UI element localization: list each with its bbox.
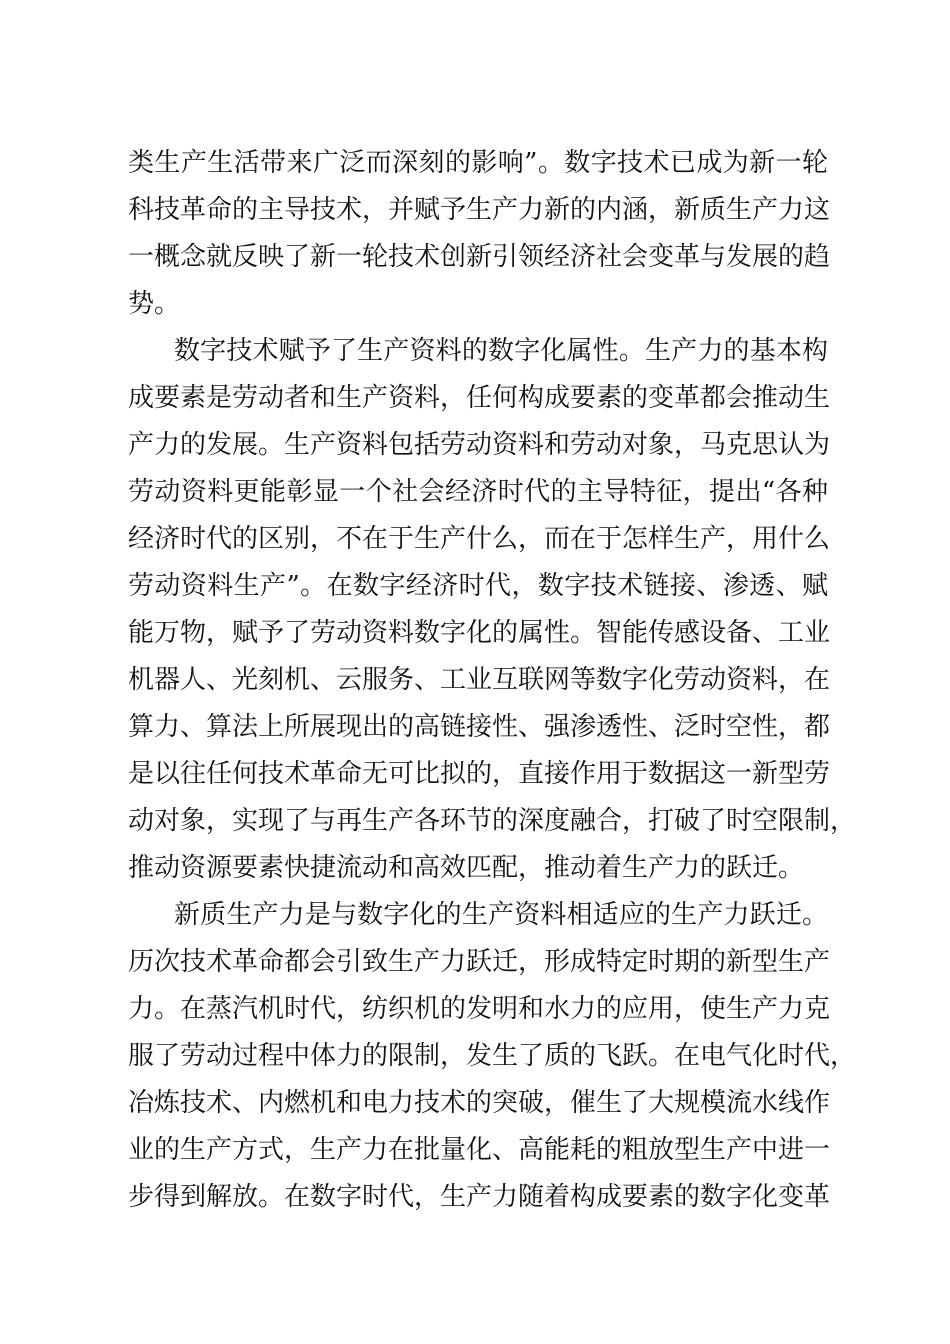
text-line: 算力、算法上所展现出的高链接性、强渗透性、泛时空性，都 (128, 712, 831, 742)
text-line: 产力的发展。生产资料包括劳动资料和劳动对象，马克思认为 (128, 430, 831, 460)
text-line: 业的生产方式，生产力在批量化、高能耗的粗放型生产中进一 (128, 1135, 831, 1165)
text-line: 成要素是劳动者和生产资料，任何构成要素的变革都会推动生 (128, 383, 831, 413)
text-line: 冶炼技术、内燃机和电力技术的突破，催生了大规模流水线作 (128, 1088, 831, 1118)
text-line: 机器人、光刻机、云服务、工业互联网等数字化劳动资料，在 (128, 665, 831, 695)
text-line: 类生产生活带来广泛而深刻的影响”。数字技术已成为新一轮 (128, 148, 828, 178)
text-line: 服了劳动过程中体力的限制，发生了质的飞跃。在电气化时代， (128, 1041, 857, 1071)
paragraph-1 (128, 140, 831, 328)
text-line: 劳动资料生产”。在数字经济时代，数字技术链接、渗透、赋 (128, 571, 828, 601)
text-line: 数字技术赋予了生产资料的数字化属性。生产力的基本构 (174, 336, 828, 366)
paragraph-3 (128, 892, 857, 1221)
text-line: 是以往任何技术革命无可比拟的，直接作用于数据这一新型劳 (128, 759, 831, 789)
text-line: 势。 (128, 289, 181, 319)
text-line: 新质生产力是与数字化的生产资料相适应的生产力跃迁。 (174, 900, 828, 930)
text-line: 能万物，赋予了劳动资料数字化的属性。智能传感设备、工业 (128, 618, 831, 648)
text-line: 力。在蒸汽机时代，纺织机的发明和水力的应用，使生产力克 (128, 994, 831, 1024)
text-line: 经济时代的区别，不在于生产什么，而在于怎样生产，用什么 (128, 524, 831, 554)
text-line: 劳动资料更能彰显一个社会经济时代的主导特征，提出“各种 (128, 477, 828, 507)
text-line: 动对象，实现了与再生产各环节的深度融合，打破了时空限制， (128, 806, 857, 836)
text-line: 推动资源要素快捷流动和高效匹配，推动着生产力的跃迁。 (128, 853, 805, 883)
body-text (128, 140, 857, 1221)
text-line: 历次技术革命都会引致生产力跃迁，形成特定时期的新型生产 (128, 947, 831, 977)
text-line: 科技革命的主导技术，并赋予生产力新的内涵，新质生产力这 (128, 195, 831, 225)
text-line: 步得到解放。在数字时代，生产力随着构成要素的数字化变革 (128, 1182, 831, 1212)
paragraph-2 (128, 328, 857, 892)
text-line: 一概念就反映了新一轮技术创新引领经济社会变革与发展的趋 (128, 242, 831, 272)
